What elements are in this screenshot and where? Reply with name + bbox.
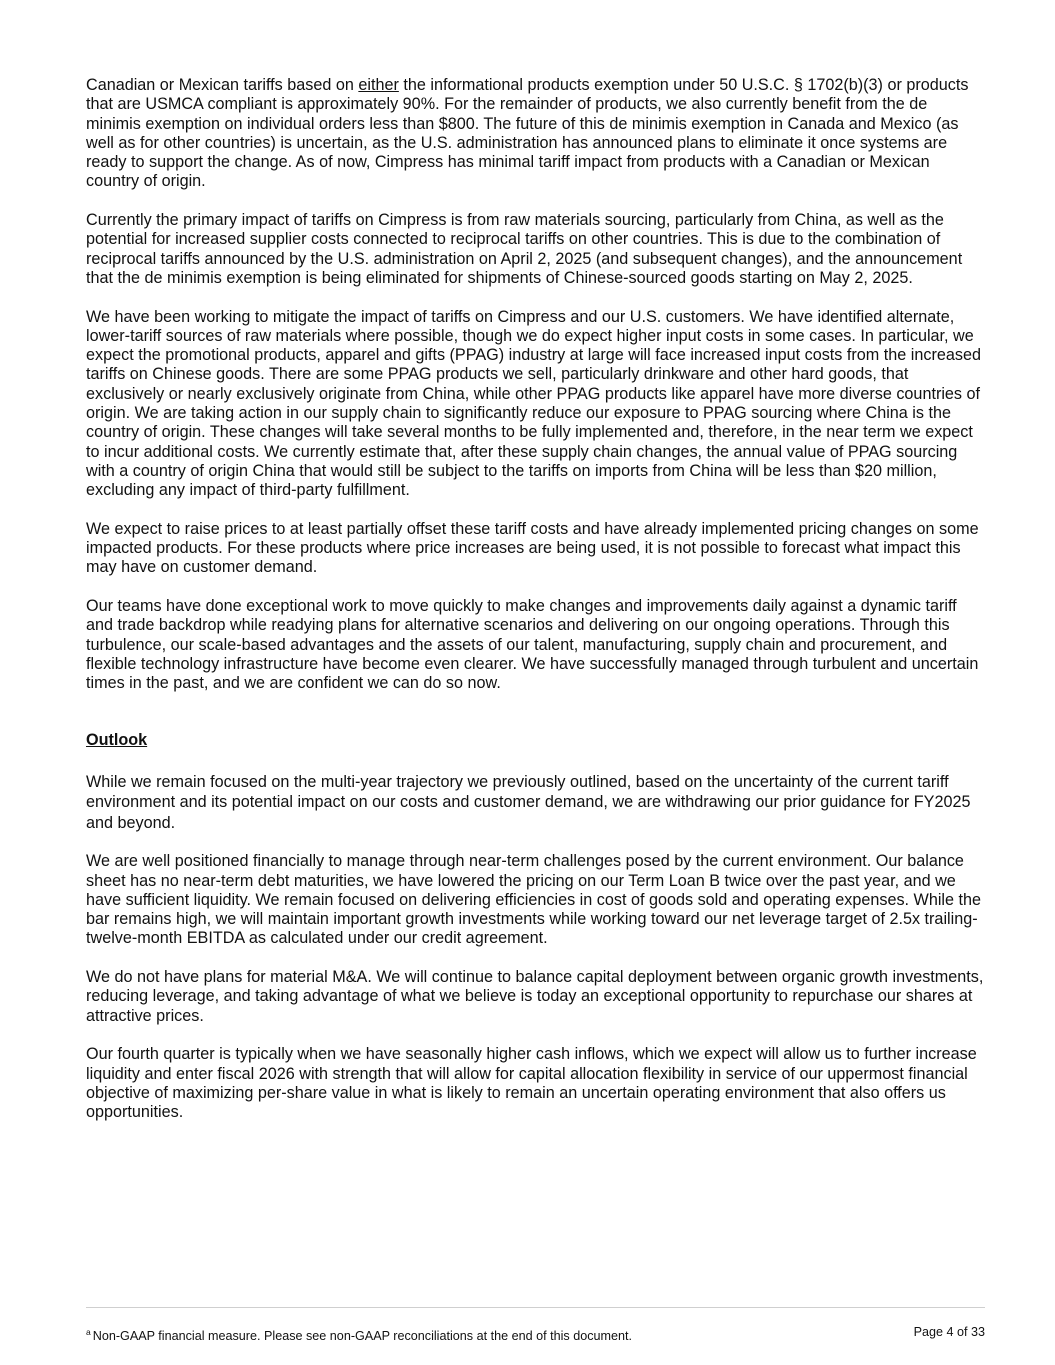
footnote-marker: a <box>86 1327 91 1337</box>
section-heading-outlook: Outlook <box>86 730 148 749</box>
paragraph-text: the informational products exemption under 50 U.S.C. § 1702(b)(3) or products that are USMCA compliant is approximately 90%. For the remainder of products, we also currently benefit from the de minimis exemption on individual orders less than $800. The future of this de minimis exemption in Canada and Mexico (as well as for other countries) is uncertain, as the U.S. administration has announced plans to eliminate it once systems are ready to support the change. As of now, Cimpress has minimal tariff impact from products with a Canadian or Mexican country of origin. <box>86 76 969 191</box>
paragraph-outlook-capital-deployment: We do not have plans for material M&A. We will continue to balance capital deployment between organic growth investments, reducing leverage, and taking advantage of what we believe is today an exceptional opportunity to repurchase our shares at attractive prices. <box>86 968 984 1025</box>
footnote <box>86 1325 632 1344</box>
paragraph-teams: Our teams have done exceptional work to move quickly to make changes and improvements daily against a dynamic tariff and trade backdrop while readying plans for alternative scenarios and delivering on our ongoing operations. Through this turbulence, our scale-based advantages and the assets of our talent, manufacturing, supply chain and procurement, and flexible technology infrastructure have become even clearer. We have successfully managed through turbulent and uncertain times in the past, and we are confident we can do so now. <box>86 597 979 693</box>
page-footer <box>86 1325 985 1344</box>
paragraph-outlook-fourth-quarter: Our fourth quarter is typically when we have seasonally higher cash inflows, which we expect will allow us to further increase liquidity and enter fiscal 2026 with strength that will allow for capital allocation flexibility in service of our uppermost financial objective of maximizing per-share value in what is likely to remain an uncertain operating environment that also offers us opportunities. <box>86 1045 977 1122</box>
page-number: Page 4 of 33 <box>913 1325 985 1339</box>
paragraph-text: Canadian or Mexican tariffs based on <box>86 76 359 94</box>
footnote-text: Non-GAAP financial measure. Please see non-GAAP reconciliations at the end of this document. <box>92 1329 633 1343</box>
paragraph-primary-impact: Currently the primary impact of tariffs on Cimpress is from raw materials sourcing, particularly from China, as well as the potential for increased supplier costs connected to reciprocal tariffs on other countries. This is due to the combination of reciprocal tariffs announced by the U.S. administration on April 2, 2025 (and subsequent changes), and the announcement that the de minimis exemption is being eliminated for shipments of Chinese-sourced goods starting on May 2, 2025. <box>86 211 963 287</box>
footer-divider <box>86 1307 985 1308</box>
paragraph-tariff-exemptions <box>86 76 986 192</box>
paragraph-pricing: We expect to raise prices to at least partially offset these tariff costs and have already implemented pricing changes on some impacted products. For these products where price increases are being used, it is not possible to forecast what impact this may have on customer demand. <box>86 519 979 577</box>
paragraph-outlook-financial-position: We are well positioned financially to manage through near-term challenges posed by the current environment. Our balance sheet has no near-term debt maturities, we have lowered the pricing on our Term Loan B twice over the past year, and we have sufficient liquidity. We remain focused on delivering efficiencies in cost of goods sold and operating expenses. While the bar remains high, we will maintain important growth investments while working toward our net leverage target of 2.5x trailing-twelve-month EBITDA as calculated under our credit agreement. <box>86 852 982 948</box>
underlined-word-either: either <box>358 76 399 94</box>
paragraph-mitigation: We have been working to mitigate the impact of tariffs on Cimpress and our U.S. customers. We have identified alternate, lower-tariff sources of raw materials where possible, though we do expect higher input costs in some cases. In particular, we expect the promotional products, apparel and gifts (PPAG) industry at large will face increased input costs from the increased tariffs on Chinese goods. There are some PPAG products we sell, particularly drinkware and other hard goods, that exclusively or nearly exclusively originate from China, while other PPAG products like apparel have more diverse countries of origin. We are taking action in our supply chain to significantly reduce our exposure to PPAG sourcing where China is the country of origin. These changes will take several months to be fully implemented and, therefore, in the near term we expect to incur additional costs. We currently estimate that, after these supply chain changes, the annual value of PPAG sourcing with a country of origin China that would still be subject to the tariffs on imports from China will be less than $20 million, excluding any impact of third-party fulfillment. <box>86 307 981 500</box>
page-body <box>86 76 986 1142</box>
paragraph-outlook-guidance: While we remain focused on the multi-year trajectory we previously outlined, based on the uncertainty of the current tariff environment and its potential impact on our costs and customer demand, we are withdrawing our prior guidance for FY2025 and beyond. <box>86 772 971 832</box>
